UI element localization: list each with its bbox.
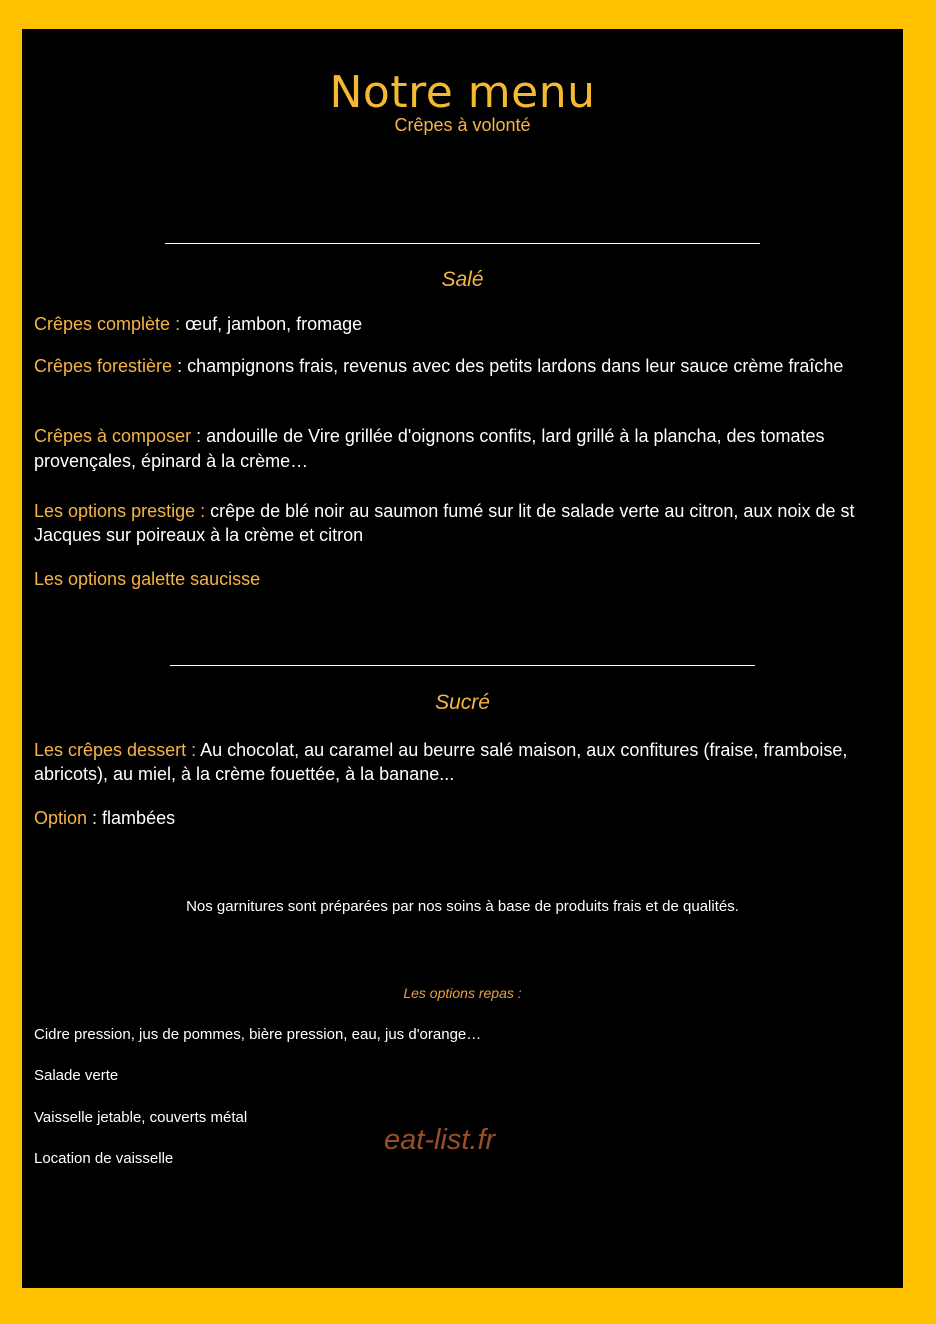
menu-title: Notre menu [329,67,596,118]
section-heading-sale: Salé [441,268,484,291]
item-label: Les options galette saucisse [34,569,261,589]
menu-item-crepes-dessert [34,738,891,786]
menu-item-options-prestige [34,499,891,547]
menu-item-galette-saucisse [34,567,891,592]
item-text: Au chocolat, au caramel au beurre salé maison, aux confitures (fraise, framboise, abricots), au miel, à la crème fouettée, à la banane... [34,740,848,784]
item-label: Option [34,808,88,828]
menu-item-crepe-complete [34,312,891,337]
item-label: Crêpes complète : [34,314,181,334]
options-repas-heading: Les options repas : [403,985,522,1001]
item-text: : champignons frais, revenus avec des petits lardons dans leur sauce crème fraîche [172,356,844,376]
item-label: Les crêpes dessert : [34,740,197,760]
item-label: Crêpes à composer [34,426,192,446]
item-text: crêpe de blé noir au saumon fumé sur lit de salade verte au citron, aux noix de st Jacques sur poireaux à la crème et citron [34,501,855,545]
item-text: œuf, jambon, fromage [180,314,363,334]
menu-item-crepe-forestiere [34,354,891,379]
option-location-vaisselle: Location de vaisselle [34,1150,174,1167]
item-label: Les options prestige : [34,501,206,521]
menu-item-crepe-composer [34,424,891,474]
item-text: : flambées [87,808,176,828]
option-boissons: Cidre pression, jus de pommes, bière pression, eau, jus d'orange… [34,1026,482,1043]
option-salade: Salade verte [34,1067,119,1084]
option-vaisselle-jetable: Vaisselle jetable, couverts métal [34,1109,248,1126]
garnitures-note: Nos garnitures sont préparées par nos soins à base de produits frais et de qualités. [186,898,739,915]
divider-sucre [170,665,755,666]
watermark: eat-list.fr [384,1124,496,1156]
item-label: Crêpes forestière [34,356,173,376]
menu-item-option-flambees [34,806,891,831]
menu-sheet [22,29,903,1288]
menu-subtitle: Crêpes à volonté [394,115,531,135]
item-text: : andouille de Vire grillée d'oignons confits, lard grillé à la plancha, des tomates provençales, épinard à la crème… [34,426,825,471]
section-heading-sucre: Sucré [435,691,490,714]
divider-sale [165,243,760,244]
